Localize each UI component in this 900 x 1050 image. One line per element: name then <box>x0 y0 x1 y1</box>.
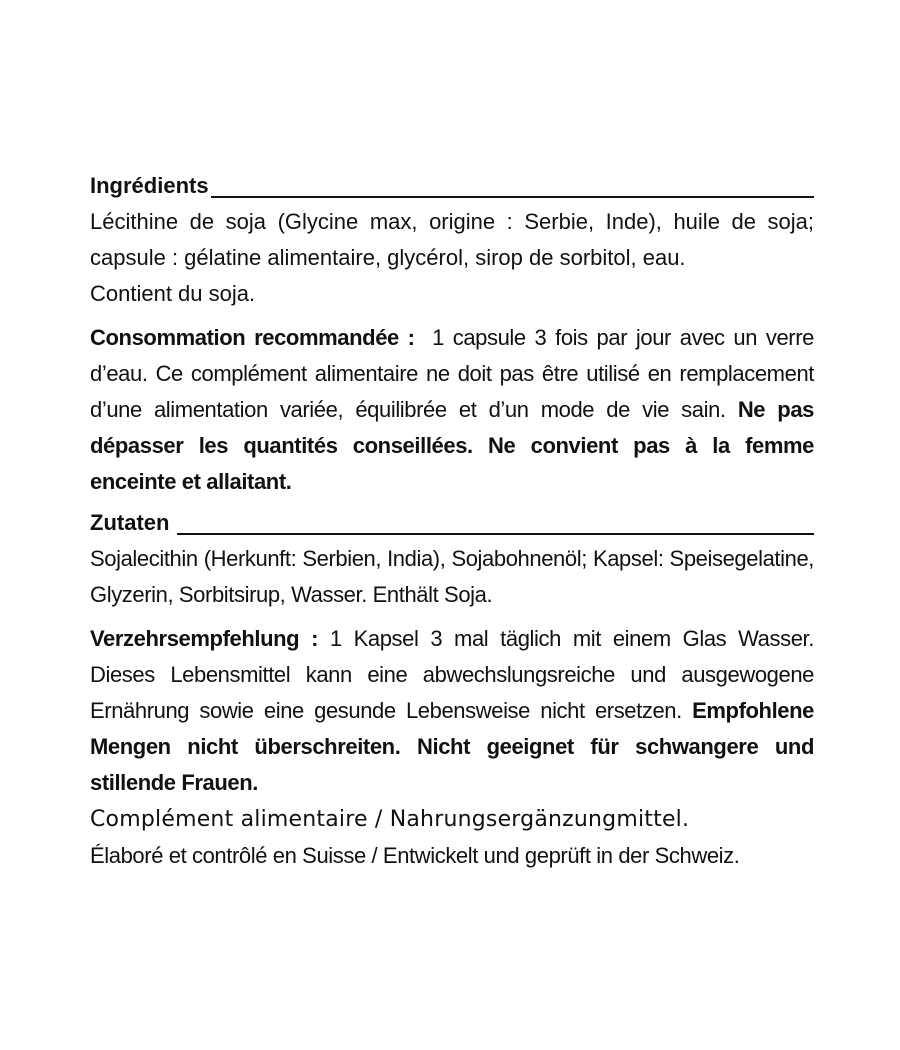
de-heading-rule <box>177 533 814 535</box>
fr-usage-label: Consommation recommandée : <box>90 325 415 350</box>
fr-ingredients-heading: Ingrédients <box>90 173 209 198</box>
de-usage-paragraph <box>90 621 814 801</box>
de-warning: Empfohlene Mengen nicht überschreiten. Nicht geeignet für schwangere und stillende Frauen. <box>90 698 814 795</box>
fr-usage-paragraph <box>90 320 814 500</box>
fr-contains-soy: Contient du soja. <box>90 281 256 306</box>
fr-ingredients-line-1: Lécithine de soja (Glycine max, origine : Serbie, Inde), huile de soja; <box>90 209 814 234</box>
product-type-line: Complément alimentaire / Nahrungsergänzungmittel. <box>90 807 690 832</box>
label-footer <box>90 802 814 874</box>
origin-line: Élaboré et contrôlé en Suisse / Entwickelt und geprüft in der Schweiz. <box>90 843 740 868</box>
fr-usage-text: 1 capsule 3 fois par jour avec un verre d’eau. Ce complément alimentaire ne doit pas être utilisé en remplacement d’une alimentation variée, équilibrée et d’un mode de vie sain. <box>90 325 814 422</box>
fr-warning: Ne pas dépasser les quantités conseillées. Ne convient pas à la femme enceinte et allaitant. <box>90 397 814 494</box>
de-usage-label: Verzehrsempfehlung : <box>90 626 318 651</box>
de-ingredients-heading-row <box>90 505 814 541</box>
de-usage-text: 1 Kapsel 3 mal täglich mit einem Glas Wasser. Dieses Lebensmittel kann eine abwechslungsreiche und ausgewogene Ernährung sowie eine gesunde Lebensweise nicht ersetzen. <box>90 626 814 723</box>
label-de-section <box>90 505 814 801</box>
fr-ingredients-heading-row <box>90 168 814 204</box>
fr-heading-rule <box>211 196 814 198</box>
label-fr-section <box>90 168 814 500</box>
de-ingredients-text: Sojalecithin (Herkunft: Serbien, India), Sojabohnenöl; Kapsel: Speisegelatine, Glyzerin, Sorbitsirup, Wasser. Enthält Soja. <box>90 546 814 607</box>
fr-ingredients-line-2: capsule : gélatine alimentaire, glycérol, sirop de sorbitol, eau. <box>90 245 686 270</box>
de-ingredients-heading: Zutaten <box>90 510 170 535</box>
